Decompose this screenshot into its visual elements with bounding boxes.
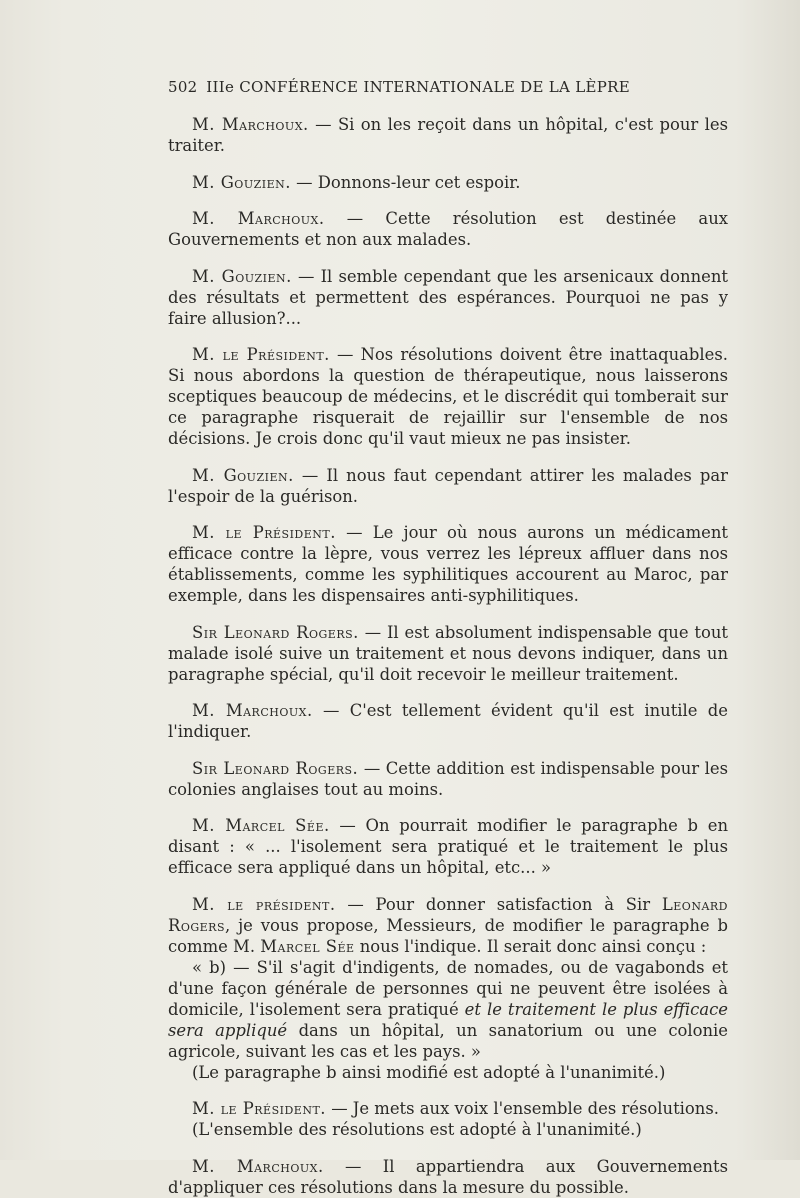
speaker-name: M. le Président. [192,1099,326,1118]
speaker-name: Sir Leonard Rogers. [192,758,359,778]
quote-text: dans un hôpital, un sanatorium ou une colonie agricole, suivant les cas et les pays. » [168,1020,728,1061]
running-title: IIIe CONFÉRENCE INTERNATIONALE DE LA LÈPRE [206,78,630,96]
paragraph [168,1156,728,1198]
speaker-name: M. Marchoux. [192,209,325,228]
paragraph-text: — Si on les reçoit dans un hôpital, c'est pour les traiter. [168,115,728,155]
person-name: Leonard Rogers [168,894,728,935]
paragraph [168,522,728,606]
paragraph [168,172,728,193]
paragraph [168,622,728,685]
speaker-name: M. Marchoux. [192,1156,324,1176]
paragraph [168,758,728,800]
speaker-name: Sir Leonard Rogers. [192,622,359,642]
paragraph [168,815,728,878]
paragraph-text: — Le jour où nous aurons un médicament efficace contre la lèpre, vous verrez les lépreux affluer dans nos établissements, comme les syphilitiques accourent au Maroc, par exemple, dans les dispensaires anti-syphilitiques. [168,523,728,605]
quote-text: « b) — S'il s'agit d'indigents, de nomades, ou de vagabonds et d'une façon générale de personnes qui ne peuvent être isolées à domicile, l'isolement sera pratiqué [168,957,728,1019]
paragraph [168,114,728,156]
paragraph-text: — Nos résolutions doivent être inattaquables. Si nous abordons la question de thérapeutique, nous laisserons sceptiques beaucoup de médecins, et le discrédit qui tomberait sur ce paragraphe risquerait de rejaillir sur l'ensemble de nos décisions. Je crois donc qu'il vaut mieux ne pas insister. [168,345,728,448]
paragraph [168,700,728,742]
speaker-name: M. Gouzien. [192,172,291,192]
paragraph-text: — Il semble cependant que les arsenicaux donnent des résultats et permettent des espérances. Pourquoi ne pas y faire allusion?... [168,266,728,328]
paragraph-text: — Il est absolument indispensable que tout malade isolé suive un traitement et nous devons indiquer, dans un paragraphe spécial, qu'il doit recevoir le meilleur traitement. [168,622,728,684]
paragraph [168,465,728,507]
paragraph-president-proposal [168,894,728,957]
paragraph-text: — Il nous faut cependant attirer les malades par l'espoir de la guérison. [168,465,728,506]
quoted-resolution [168,957,728,1062]
page-number: 502 [168,78,198,96]
speaker-name: M. le Président. [192,523,336,542]
adoption-note: (Le paragraphe b ainsi modifié est adopté à l'unanimité.) [192,1062,666,1082]
speaker-name: M. Gouzien. [192,266,292,286]
paragraph-text: — Cette résolution est destinée aux Gouvernements et non aux malades. [168,209,728,249]
speaker-name: M. Gouzien. [192,465,294,485]
paragraph-text: — C'est tellement évident qu'il est inutile de l'indiquer. [168,701,728,741]
paragraph-text: — Il appartiendra aux Gouvernements d'appliquer ces résolutions dans la mesure du possible. [168,1156,728,1197]
paragraph [168,1098,728,1119]
paragraph [168,208,728,250]
paragraph-text: — Je mets aux voix l'ensemble des résolutions. [326,1099,719,1118]
speaker-name: M. Marchoux. [192,701,313,720]
page-body [168,114,728,1198]
speaker-name: M. le Président. [192,345,330,364]
speaker-name: M. Marchoux. [192,115,309,134]
paragraph-text: — On pourrait modifier le paragraphe b en disant : « ... l'isolement sera pratiqué et le traitement le plus efficace sera appliqué dans un hôpital, etc... » [168,816,728,877]
adoption-note: (L'ensemble des résolutions est adopté à l'unanimité.) [192,1120,642,1139]
paragraph-text: — Pour donner satisfaction à Sir [335,894,662,914]
paragraph-text: , je vous propose, Messieurs, de modifier le paragraphe b comme M. [168,915,728,956]
person-name: Marcel Sée [260,936,355,956]
paragraph-text: — Donnons-leur cet espoir. [290,172,521,192]
quote-italic-text: et le traitement le plus efficace sera appliqué [168,999,728,1040]
paragraph [168,266,728,329]
paragraph-text: nous l'indique. Il serait donc ainsi conçu : [354,936,707,956]
speaker-name: M. le président. [192,894,336,914]
paragraph-text: — Cette addition est indispensable pour les colonies anglaises tout au moins. [168,758,728,799]
speaker-name: M. Marcel Sée. [192,816,330,835]
paragraph [168,344,728,449]
